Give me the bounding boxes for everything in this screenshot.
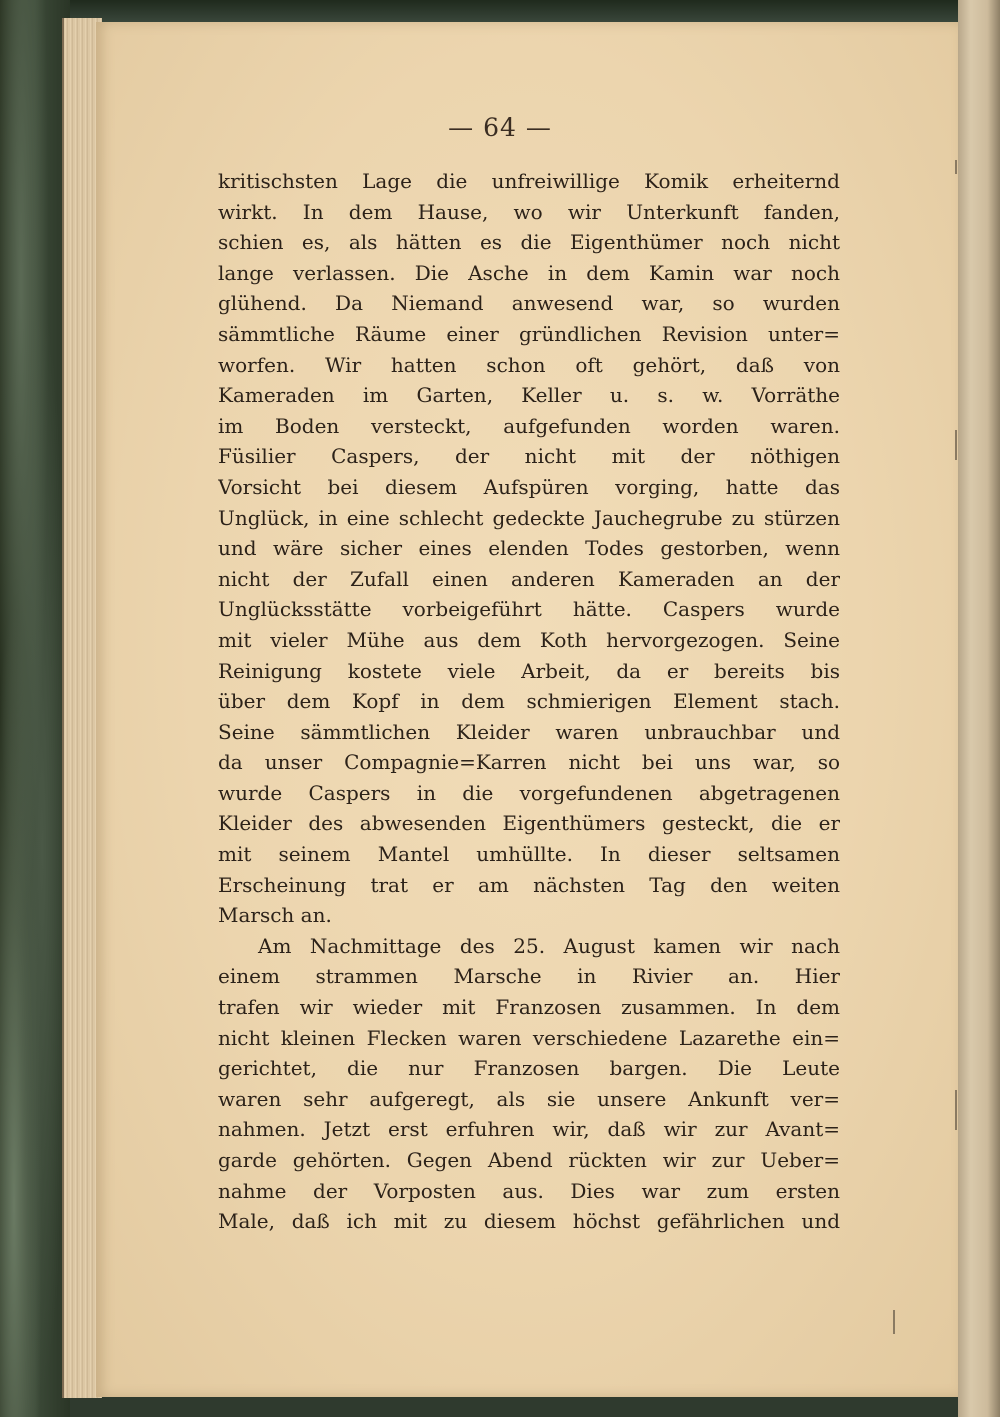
text-line: Unglück, in eine schlecht gedeckte Jauchegrube zu stürzen [218,505,840,530]
text-line: schien es, als hätten es die Eigenthümer noch nicht [218,230,840,255]
margin-mark [893,1310,895,1334]
text-line: einem strammen Marsche in Rivier an. Hier [218,964,840,989]
text-line: nicht der Zufall einen anderen Kameraden an der [218,566,840,591]
text-line: im Boden versteckt, aufgefunden worden waren. [218,413,840,438]
text-line: mit vieler Mühe aus dem Koth hervorgezogen. Seine [218,627,840,652]
text-line: über dem Kopf in dem schmierigen Element stach. [218,689,840,714]
text-line: Kameraden im Garten, Keller u. s. w. Vorräthe [218,383,840,408]
text-line: kritischsten Lage die unfreiwillige Komik erheiternd [218,169,840,193]
text-line: Marsch an. [218,903,332,928]
text-line: sämmtliche Räume einer gründlichen Revision unter= [218,321,840,346]
text-line: lange verlassen. Die Asche in dem Kamin war noch [218,260,840,285]
text-line: Unglücksstätte vorbeigeführt hätte. Caspers wurde [218,597,840,622]
margin-mark [955,160,957,174]
text-line: Male, daß ich mit zu diesem höchst gefährlichen und [218,1209,840,1234]
text-line: Am Nachmittage des 25. August kamen wir nach [258,933,840,958]
book-cover-top [0,0,1000,22]
text-line: Kleider des abwesenden Eigenthümers gesteckt, die er [218,811,840,836]
text-line: Seine sämmtlichen Kleider waren unbrauchbar und [218,719,840,744]
text-line: nahmen. Jetzt erst erfuhren wir, daß wir zur Avant= [218,1117,840,1142]
margin-mark [955,430,957,460]
text-line: wurde Caspers in die vorgefundenen abgetragenen [218,780,840,805]
text-line: waren sehr aufgeregt, als sie unsere Ankunft ver= [218,1086,840,1111]
text-line: garde gehörten. Gegen Abend rückten wir zur Ueber= [218,1148,840,1172]
text-line: gerichtet, die nur Franzosen bargen. Die Leute [218,1056,840,1081]
text-line: mit seinem Mantel umhüllte. In dieser seltsamen [218,842,840,867]
book-cover-right [958,0,1000,1417]
page-number: — 64 — [448,113,552,142]
text-line: und wäre sicher eines elenden Todes gestorben, wenn [218,536,840,561]
text-line: Reinigung kostete viele Arbeit, da er bereits bis [218,658,840,683]
book-cover-left [0,0,70,1417]
text-line: worfen. Wir hatten schon oft gehört, daß von [218,352,840,377]
body-text [218,166,840,1237]
text-line: Füsilier Caspers, der nicht mit der nöthigen [218,444,840,469]
text-line: nicht kleinen Flecken waren verschiedene Lazarethe ein= [218,1025,840,1050]
text-line: Vorsicht bei diesem Aufspüren vorging, hatte das [218,474,840,499]
text-line: nahme der Vorposten aus. Dies war zum ersten [218,1178,840,1203]
text-line: da unser Compagnie=Karren nicht bei uns war, so [218,750,840,775]
text-line: wirkt. In dem Hause, wo wir Unterkunft fanden, [218,199,840,224]
margin-mark [955,1090,957,1130]
text-line: Erscheinung trat er am nächsten Tag den weiten [218,872,840,897]
text-line: trafen wir wieder mit Franzosen zusammen. In dem [218,995,840,1020]
text-line: glühend. Da Niemand anwesend war, so wurden [218,291,840,316]
